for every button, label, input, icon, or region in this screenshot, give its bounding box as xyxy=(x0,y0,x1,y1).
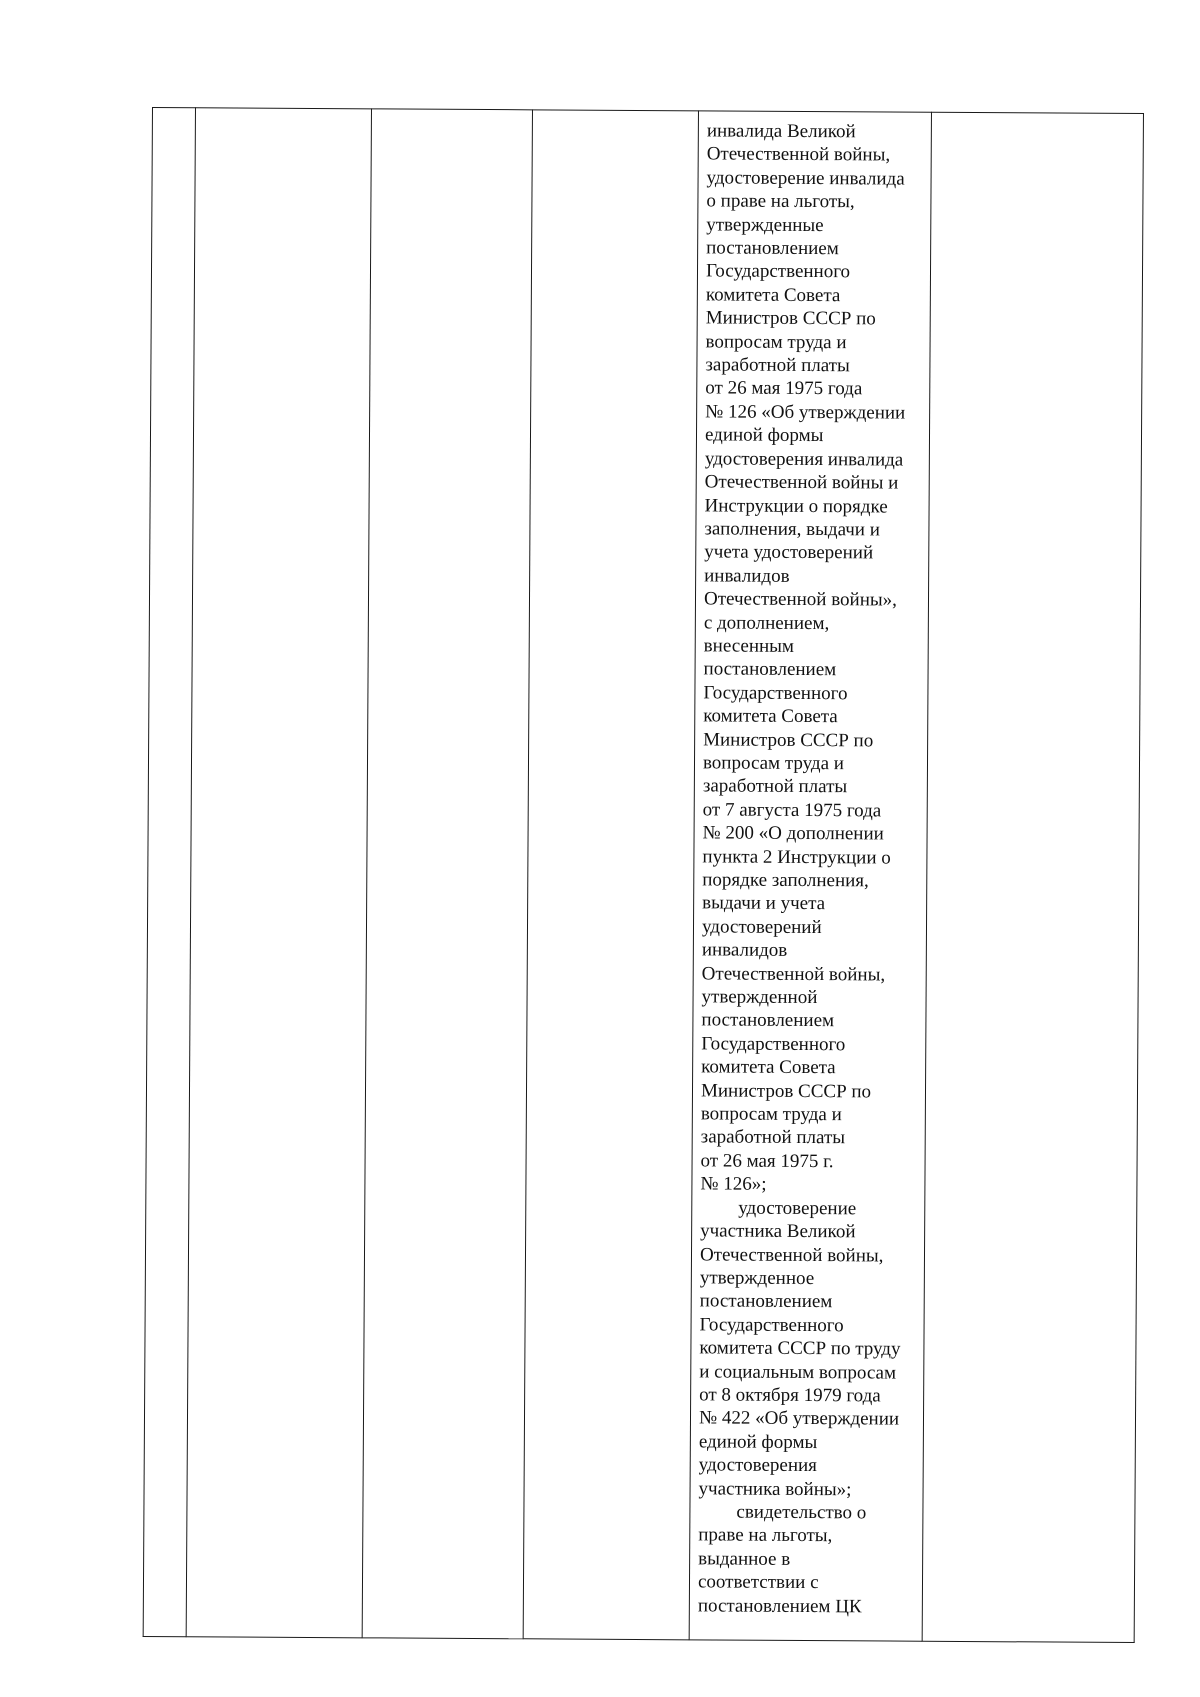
paragraph-benefits-certificate: свидетельство о праве на льготы, выданное в соответствии с постановлением ЦК xyxy=(697,1501,867,1617)
table-cell-column-3 xyxy=(362,109,532,1639)
document-table xyxy=(143,107,1144,1643)
table-cell-column-4 xyxy=(523,110,698,1640)
table-row xyxy=(143,108,1143,1643)
table-cell-column-6 xyxy=(922,112,1143,1642)
paragraph-participant-certificate: удостоверение участника Великой Отечественной войны, утвержденное постановлением Государственного комитета СССР по труду и социальным вопросам от 8 октября 1979 года № 422 «Об утверждении единой формы удостоверения участника войны»; xyxy=(698,1197,901,1500)
table-cell-column-2 xyxy=(186,108,371,1638)
table-cell-documents xyxy=(689,111,931,1641)
paragraph-invalid-certificates: инвалида Великой Отечественной войны, удостоверение инвалида о праве на льготы, утвержденные постановлением Государственного комитета Совета Министров СССР по вопросам труда и заработной платы от 26 мая 1975 года № 126 «Об утверждении единой формы удостоверения инвалида Отечественной войны и Инструкции о порядке заполнения, выдачи и учета удостоверений инвалидов Отечественной войны», с дополнением, внесенным постановлением Государственного комитета Совета Министров СССР по вопросам труда и заработной платы от 7 августа 1975 года № 200 «О дополнении пункта 2 Инструкции о порядке заполнения, выдачи и учета удостоверений инвалидов Отечественной войны, утвержденной постановлением Государственного комитета Совета Министров СССР по вопросам труда и заработной платы от 26 мая 1975 г. № 126»; xyxy=(700,120,906,1196)
documents-text xyxy=(690,111,931,1618)
